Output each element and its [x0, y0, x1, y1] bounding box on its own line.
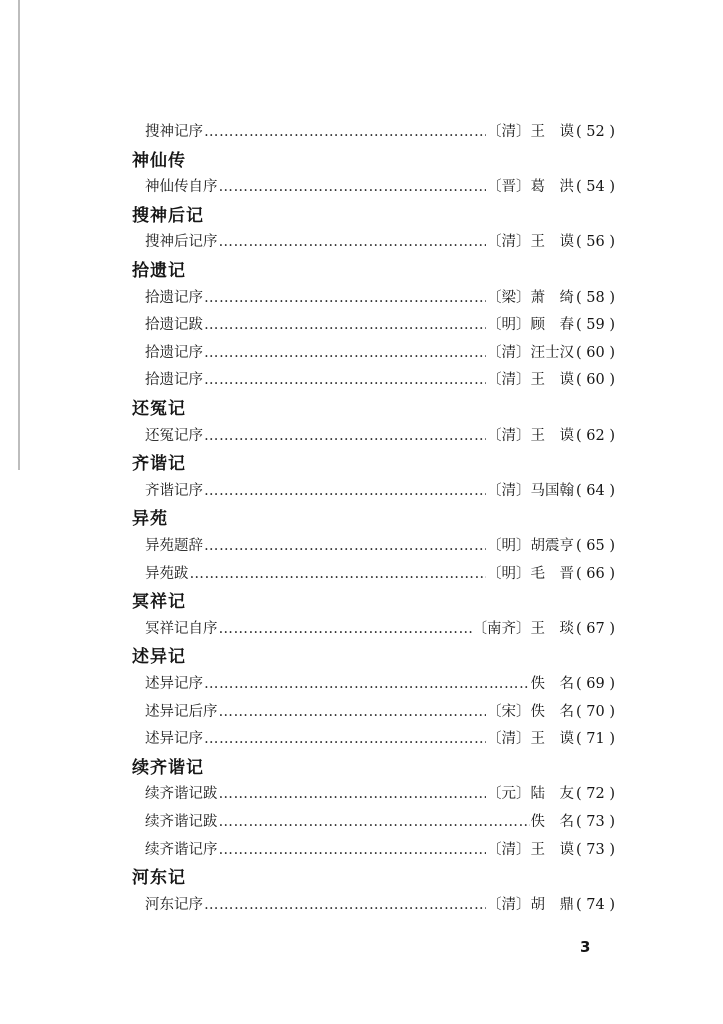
section-heading: 述异记: [132, 647, 186, 667]
entry-author: 〔清〕王 谟: [487, 842, 575, 858]
entry-page-number: ( 65 ): [576, 538, 615, 554]
toc-entry: [145, 286, 615, 307]
entry-author: 〔晋〕葛 洪: [487, 179, 575, 195]
entry-author: 〔梁〕萧 绮: [487, 290, 575, 306]
toc-entry: [145, 424, 615, 445]
section-heading: 神仙传: [132, 151, 186, 171]
dot-leader: [219, 704, 487, 720]
toc-entry: [145, 120, 615, 141]
entry-page-number: ( 54 ): [576, 179, 615, 195]
toc-entry: [145, 534, 615, 555]
entry-title: 异苑题辞: [145, 538, 203, 554]
toc-entry: [145, 313, 615, 334]
toc-entry: [145, 782, 615, 803]
entry-page-number: ( 60 ): [576, 372, 615, 388]
entry-author: 〔清〕王 谟: [487, 124, 575, 140]
entry-page-number: ( 73 ): [576, 842, 615, 858]
section-heading: 河东记: [132, 868, 186, 888]
entry-page-number: ( 67 ): [576, 621, 615, 637]
entry-title: 拾遗记序: [145, 372, 203, 388]
toc-entry: [145, 617, 615, 638]
entry-title: 续齐谐记跋: [145, 814, 218, 830]
dot-leader: [204, 483, 486, 499]
section-heading: 异苑: [132, 509, 168, 529]
scan-edge-line: [18, 0, 20, 470]
dot-leader: [204, 290, 486, 306]
entry-page-number: ( 60 ): [576, 345, 615, 361]
entry-author: 〔清〕王 谟: [487, 731, 575, 747]
section-heading: 还冤记: [132, 399, 186, 419]
section-heading: 搜神后记: [132, 206, 204, 226]
toc-entry: [145, 341, 615, 362]
dot-leader: [204, 372, 486, 388]
toc-entry: [145, 838, 615, 859]
entry-page-number: ( 74 ): [576, 897, 615, 913]
dot-leader: [219, 234, 487, 250]
entry-page-number: ( 62 ): [576, 428, 615, 444]
entry-title: 续齐谐记跋: [145, 786, 218, 802]
entry-page-number: ( 69 ): [576, 676, 615, 692]
entry-author: 〔清〕王 谟: [487, 234, 575, 250]
entry-title: 河东记序: [145, 897, 203, 913]
dot-leader: [204, 676, 530, 692]
entry-page-number: ( 73 ): [576, 814, 615, 830]
entry-title: 搜神记序: [145, 124, 203, 140]
toc-entry: [145, 368, 615, 389]
entry-author: 〔南齐〕王 琰: [472, 621, 575, 637]
dot-leader: [219, 621, 472, 637]
toc-entry: [145, 479, 615, 500]
toc-entry: [145, 700, 615, 721]
entry-page-number: ( 71 ): [576, 731, 615, 747]
section-heading: 续齐谐记: [132, 758, 204, 778]
dot-leader: [204, 731, 486, 747]
dot-leader: [204, 124, 486, 140]
dot-leader: [219, 814, 530, 830]
section-heading: 拾遗记: [132, 261, 186, 281]
entry-author: 〔清〕胡 鼎: [487, 897, 575, 913]
dot-leader: [219, 179, 487, 195]
entry-author: 〔清〕王 谟: [487, 428, 575, 444]
entry-title: 拾遗记序: [145, 345, 203, 361]
toc-entry: [145, 727, 615, 748]
entry-title: 搜神后记序: [145, 234, 218, 250]
toc-entry: [145, 672, 615, 693]
entry-author: 〔明〕顾 春: [487, 317, 575, 333]
entry-title: 冥祥记自序: [145, 621, 218, 637]
entry-title: 拾遗记跋: [145, 317, 203, 333]
dot-leader: [204, 538, 486, 554]
entry-page-number: ( 58 ): [576, 290, 615, 306]
entry-title: 神仙传自序: [145, 179, 218, 195]
dot-leader: [204, 897, 486, 913]
dot-leader: [190, 566, 487, 582]
entry-title: 述异记序: [145, 676, 203, 692]
entry-title: 还冤记序: [145, 428, 203, 444]
toc-entry: [145, 230, 615, 251]
entry-page-number: ( 59 ): [576, 317, 615, 333]
entry-author: 〔明〕胡震亨: [487, 538, 575, 554]
entry-author: 〔明〕毛 晋: [487, 566, 575, 582]
entry-title: 异苑跋: [145, 566, 189, 582]
toc-entry: [145, 893, 615, 914]
entry-title: 续齐谐记序: [145, 842, 218, 858]
toc-entry: [145, 562, 615, 583]
entry-title: 齐谐记序: [145, 483, 203, 499]
toc-entry: [145, 175, 615, 196]
dot-leader: [204, 345, 486, 361]
entry-author: 〔清〕马国翰: [487, 483, 575, 499]
entry-author: 〔清〕汪士汉: [487, 345, 575, 361]
entry-author: 佚 名: [530, 676, 575, 692]
entry-author: 〔元〕陆 友: [487, 786, 575, 802]
entry-author: 〔宋〕佚 名: [487, 704, 575, 720]
toc-entry: [145, 810, 615, 831]
entry-page-number: ( 56 ): [576, 234, 615, 250]
entry-page-number: ( 66 ): [576, 566, 615, 582]
section-heading: 齐谐记: [132, 454, 186, 474]
entry-title: 述异记后序: [145, 704, 218, 720]
dot-leader: [219, 786, 487, 802]
page-number: 3: [580, 938, 591, 956]
entry-page-number: ( 70 ): [576, 704, 615, 720]
entry-author: 〔清〕王 谟: [487, 372, 575, 388]
entry-page-number: ( 64 ): [576, 483, 615, 499]
dot-leader: [204, 428, 486, 444]
entry-title: 述异记序: [145, 731, 203, 747]
entry-author: 佚 名: [530, 814, 575, 830]
entry-title: 拾遗记序: [145, 290, 203, 306]
entry-page-number: ( 52 ): [576, 124, 615, 140]
entry-page-number: ( 72 ): [576, 786, 615, 802]
dot-leader: [219, 842, 487, 858]
section-heading: 冥祥记: [132, 592, 186, 612]
dot-leader: [204, 317, 486, 333]
